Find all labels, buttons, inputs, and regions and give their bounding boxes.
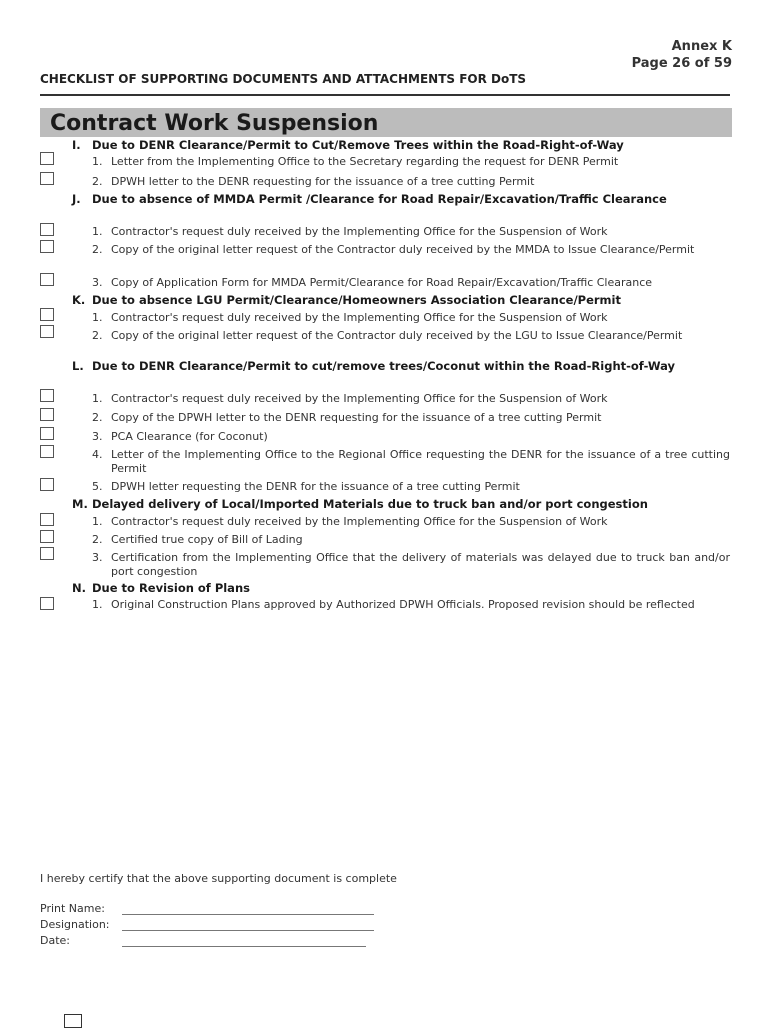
section-title: Due to absence LGU Permit/Clearance/Homeowners Association Clearance/Permit: [92, 293, 621, 307]
checkbox-l-4[interactable]: [40, 445, 54, 458]
designation-line[interactable]: [122, 930, 374, 931]
item-text: Letter of the Implementing Office to the Regional Office requesting the DENR for the issuance of a tree cutting Permit: [111, 448, 730, 475]
section-title: Due to DENR Clearance/Permit to Cut/Remove Trees within the Road-Right-of-Way: [92, 138, 624, 152]
checkbox-k-2[interactable]: [40, 325, 54, 338]
checkbox-i-1[interactable]: [40, 152, 54, 165]
item-text: Copy of the DPWH letter to the DENR requesting for the issuance of a tree cutting Permit: [111, 411, 602, 424]
date-line[interactable]: [122, 946, 366, 947]
item-number: 1.: [92, 598, 103, 611]
section-letter: J.: [72, 192, 81, 206]
item-text: DPWH letter to the DENR requesting for the issuance of a tree cutting Permit: [111, 175, 535, 188]
section-heading-k: [72, 293, 724, 308]
list-item: [92, 411, 730, 425]
item-text: Letter from the Implementing Office to the Secretary regarding the request for DENR Permit: [111, 155, 619, 168]
section-title: Due to DENR Clearance/Permit to cut/remove trees/Coconut within the Road-Right-of-Way: [92, 359, 676, 373]
item-number: 2.: [92, 533, 103, 546]
list-item: [92, 430, 730, 444]
item-text: Certification from the Implementing Office that the delivery of materials was delayed due to truck ban and/or port congestion: [111, 551, 730, 578]
item-number: 5.: [92, 480, 103, 493]
checkbox-j-3[interactable]: [40, 273, 54, 286]
checkbox-n-1[interactable]: [40, 597, 54, 610]
item-number: 3.: [92, 430, 103, 443]
item-text: Certified true copy of Bill of Lading: [111, 533, 303, 546]
print-name-line[interactable]: [122, 914, 374, 915]
list-item: [92, 515, 730, 529]
item-text: PCA Clearance (for Coconut): [111, 430, 268, 443]
item-text: Copy of Application Form for MMDA Permit/Clearance for Road Repair/Excavation/Traffic Clearance: [111, 276, 653, 289]
list-item: [92, 225, 730, 239]
checkbox-l-2[interactable]: [40, 408, 54, 421]
checkbox-i-2[interactable]: [40, 172, 54, 185]
section-letter: N.: [72, 581, 86, 595]
list-item: [92, 551, 730, 579]
item-number: 1.: [92, 225, 103, 238]
item-text: Contractor's request duly received by the Implementing Office for the Suspension of Work: [111, 225, 608, 238]
item-number: 1.: [92, 155, 103, 168]
item-number: 1.: [92, 392, 103, 405]
list-item: [92, 392, 730, 406]
section-title: Delayed delivery of Local/Imported Materials due to truck ban and/or port congestion: [92, 497, 648, 511]
list-item: [92, 155, 730, 169]
list-item: [92, 598, 730, 612]
section-heading-n: [72, 581, 724, 596]
section-heading-l: [72, 359, 724, 374]
section-heading-j: [72, 192, 724, 207]
date-label: Date:: [40, 934, 70, 947]
list-item: [92, 175, 730, 189]
list-item: [92, 480, 730, 494]
item-number: 1.: [92, 515, 103, 528]
checkbox-l-5[interactable]: [40, 478, 54, 491]
checkbox-k-1[interactable]: [40, 308, 54, 321]
item-number: 1.: [92, 311, 103, 324]
section-title: Due to Revision of Plans: [92, 581, 250, 595]
list-item: [92, 448, 730, 476]
section-letter: K.: [72, 293, 86, 307]
checkbox-j-1[interactable]: [40, 223, 54, 236]
certification-statement: I hereby certify that the above supporting document is complete: [40, 872, 397, 885]
designation-label: Designation:: [40, 918, 110, 931]
item-number: 3.: [92, 551, 103, 564]
footer-checkbox[interactable]: [64, 1014, 82, 1028]
checkbox-l-3[interactable]: [40, 427, 54, 440]
item-text: Copy of the original letter request of the Contractor duly received by the MMDA to Issue Clearance/Permit: [111, 243, 695, 256]
checkbox-j-2[interactable]: [40, 240, 54, 253]
item-number: 2.: [92, 243, 103, 256]
item-number: 2.: [92, 411, 103, 424]
item-number: 4.: [92, 448, 103, 461]
item-number: 2.: [92, 175, 103, 188]
list-item: [92, 276, 730, 290]
list-item: [92, 311, 730, 325]
section-heading-i: [72, 138, 724, 153]
page-title: Contract Work Suspension: [50, 111, 379, 136]
section-letter: L.: [72, 359, 84, 373]
item-text: Contractor's request duly received by the Implementing Office for the Suspension of Work: [111, 515, 608, 528]
item-number: 3.: [92, 276, 103, 289]
checklist-header: CHECKLIST OF SUPPORTING DOCUMENTS AND ATTACHMENTS FOR DoTS: [40, 72, 527, 86]
item-number: 2.: [92, 329, 103, 342]
item-text: DPWH letter requesting the DENR for the issuance of a tree cutting Permit: [111, 480, 520, 493]
section-letter: I.: [72, 138, 81, 152]
item-text: Contractor's request duly received by the Implementing Office for the Suspension of Work: [111, 311, 608, 324]
list-item: [92, 243, 730, 257]
section-heading-m: [72, 497, 724, 512]
page-number: Page 26 of 59: [631, 56, 732, 71]
checkbox-m-3[interactable]: [40, 547, 54, 560]
annex-title: Annex K: [671, 39, 732, 54]
print-name-label: Print Name:: [40, 902, 105, 915]
item-text: Copy of the original letter request of the Contractor duly received by the LGU to Issue Clearance/Permit: [111, 329, 683, 342]
section-letter: M.: [72, 497, 88, 511]
list-item: [92, 533, 730, 547]
checkbox-l-1[interactable]: [40, 389, 54, 402]
item-text: Original Construction Plans approved by Authorized DPWH Officials. Proposed revision should be reflected: [111, 598, 695, 611]
checkbox-m-1[interactable]: [40, 513, 54, 526]
checkbox-m-2[interactable]: [40, 530, 54, 543]
list-item: [92, 329, 730, 343]
section-title: Due to absence of MMDA Permit /Clearance for Road Repair/Excavation/Traffic Clearance: [92, 192, 667, 206]
header-divider: [40, 94, 730, 96]
item-text: Contractor's request duly received by the Implementing Office for the Suspension of Work: [111, 392, 608, 405]
annex-block: [632, 38, 732, 72]
